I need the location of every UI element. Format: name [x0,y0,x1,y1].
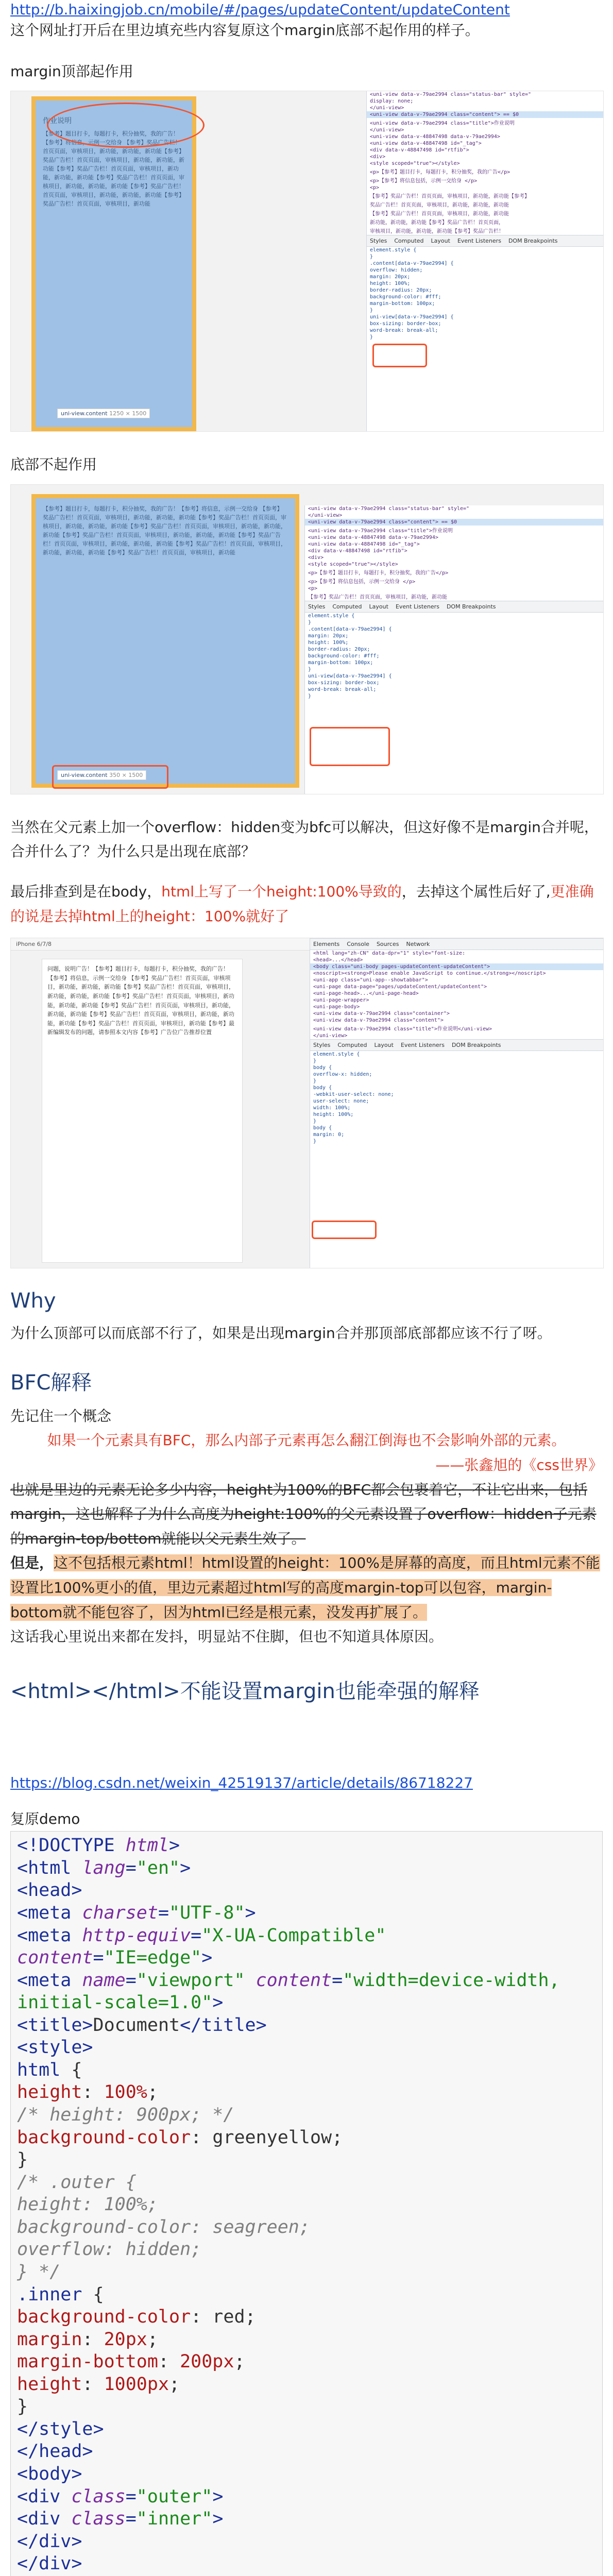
dom-row[interactable]: 审核项目，新功能，新功能，新功能【参考】奖品广告栏！ [370,229,504,235]
phone-preview [42,959,243,1263]
code-line [17,2508,596,2531]
code-token: } [17,2149,28,2171]
devtools-tab[interactable]: Computed [394,238,424,245]
code-line [17,2261,596,2284]
css-highlight-box [372,344,427,367]
devtools-tab[interactable]: Event Listeners [395,603,439,610]
css-rule-row[interactable]: box-sizing: border-box; [370,321,441,327]
code-line [17,2127,596,2149]
styles-pane [310,1051,604,1145]
code-line [17,1902,596,1925]
code-token: = [332,1970,343,1991]
phone-text: 【参考】题目打卡，每题打卡，积分抽奖，我的广告！【参考】将信息，示例一交给身 【参考】奖品广告栏！首页页面，审核项目，新功能，新功能，新功能【参考】奖品广告栏！首页页面，审核项目，新功能，新功能，新功能【参考】奖品广告栏！首页页面，审核项目，新功能，新功能，新功能【参考】奖品广告栏！首页页面，审核项目，新功能，新功能，新功能【参考】奖品广告栏！首页页面，审核项目，新功能，新功能，新功能【参考】奖品广告栏！首页页面，审核项目，新功能，新功能，新功能【参考】奖品广告栏！首页页面，审核项目，新功能 [43,505,286,556]
css-rule-row[interactable]: border-radius: 20px; [370,287,432,294]
code-token: = [125,2509,137,2530]
code-token: background-color: seagreen; [17,2216,310,2238]
code-token: : red; [191,2307,256,2328]
code-line [17,2014,596,2037]
code-line [17,2486,596,2509]
demo-label: 复原demo [10,1810,80,1827]
code-token: = [191,1925,202,1946]
code-line [17,2329,596,2351]
code-token: : [82,2082,104,2103]
screenshot-body-height [10,938,604,1268]
bfc-quote: 如果一个元素具有BFC，那么内部子元素再怎么翻江倒海也不会影响外部的元素。 [47,1432,566,1449]
device-label[interactable]: iPhone 6/7/8 [16,941,52,948]
dom-row[interactable]: 【参考】奖品广告栏！首页页面，审核项目，新功能，新功能 [308,594,447,600]
dom-row[interactable]: </uni-view> [308,512,343,518]
css-rule-row[interactable]: } [370,254,373,260]
dom-row[interactable]: <uni-view data-v-79ae2994 class="title">作业说明 [308,528,453,534]
dom-row[interactable]: <div> [308,554,324,561]
code-line [17,2081,596,2104]
code-token: </style> [17,2418,104,2439]
css-rule-row[interactable]: user-select: none; [313,1098,369,1105]
code-token: { [93,2284,104,2305]
css-rule-row[interactable]: word-break: break-all; [308,686,377,692]
css-rule-row[interactable]: uni-view[data-v-79ae2994] { [308,673,392,679]
devtools-tab[interactable]: Computed [337,1042,367,1049]
code-token: name [82,1970,126,1991]
css-rule-row[interactable]: overflow: hidden; [370,267,423,274]
code-line [17,1947,596,1970]
code-token: > [212,1992,224,2013]
dom-row[interactable]: <uni-view data-v-79ae2994 class="content"> == $0 [367,111,604,118]
code-token: : [82,2329,104,2350]
code-token: height [17,2374,82,2395]
code-token: <style> [17,2037,93,2058]
code-line [17,2441,596,2463]
code-line [17,2463,596,2486]
code-token: : [191,2127,213,2148]
devtools-tab[interactable]: Sources [376,941,399,948]
devtools-top-tabs [310,938,604,950]
styles-pane [367,247,604,341]
dom-row[interactable]: <uni-view data-v-79ae2994 class="title">作业说明</uni-view> [313,1026,492,1032]
dom-row[interactable]: <uni-view data-v-79ae2994 class="status-bar" style=" [370,92,532,98]
code-line [17,2239,596,2261]
code-token: = [125,1970,137,1991]
devtools-tab[interactable]: DOM Breakpoints [451,1042,501,1049]
dom-row[interactable]: 【参考】奖品广告栏！首页页面，审核项目，新功能，新功能【参考】 [370,194,530,200]
css-rule-row[interactable]: box-sizing: border-box; [308,680,380,686]
but-paragraph [10,1551,603,1624]
css-rule-row[interactable]: } [308,693,312,699]
css-rule-row[interactable]: body { [313,1065,332,1071]
code-token: ; [147,2082,158,2103]
devtools-tab[interactable]: DOM Breakpoints [446,603,496,610]
element-label: uni-view.content [61,410,108,417]
devtools-panel [366,91,604,431]
code-line [17,1857,596,1880]
code-token: <div [17,2486,72,2507]
source-link[interactable]: http://b.haixingjob.cn/mobile/#/pages/updateContent/updateContent [10,1,510,18]
code-token: <meta [17,1970,82,1991]
code-token: 100% [104,2082,147,2103]
css-rule-row[interactable]: margin-bottom: 100px; [308,659,373,666]
code-token: initial-scale=1.0" [17,1992,213,2013]
overflow-paragraph: 当然在父元素上加一个overflow：hidden变为bfc可以解决，但这好像不是margin合并呢，合并什么了？为什么只是出现在底部？ [10,818,599,860]
code-token: html [17,2059,72,2080]
css-rule-row[interactable]: .content[data-v-79ae2994] { [370,261,454,267]
css-rule-row[interactable]: -webkit-user-select: none; [313,1092,394,1098]
dom-row[interactable]: <uni-app class="uni-app--showtabbar"> [313,977,428,984]
code-token: 200px [180,2351,234,2372]
dom-row[interactable]: <head>...</head> [313,957,363,963]
element-label: uni-view.content [61,771,108,778]
code-token: > [201,1947,213,1969]
code-token: </head> [17,2441,93,2462]
code-line [17,2531,596,2553]
why-text: 为什么顶部可以而底部不行了，如果是出现margin合并那顶部底部都应该不行了呀。 [10,1325,552,1342]
code-token: = [125,1857,137,1878]
code-token: content [256,1970,332,1991]
code-line [17,2059,596,2082]
screenshot-bottom-fails [10,484,604,794]
code-token: ; [234,2351,245,2372]
styles-pane [305,613,604,700]
dom-row[interactable]: <style scoped="true"></style> [308,561,398,567]
dom-row[interactable]: <style scoped="true"></style> [370,161,460,167]
code-token: background-color [17,2127,191,2148]
size-label: 350 × 1500 [109,771,143,778]
bfc-explain: 也就是里边的元素无论多少内容，height为100%的BFC都会包裹着它，不让它出来，包括margin，这也解释了为什么高度为height:100%的父元素设置了overflow：hidden子元素的margin-top/bottom就能以父元素生效了。 [10,1481,597,1547]
css-rule-row[interactable]: } [313,1078,317,1084]
devtools-tab[interactable]: Layout [431,238,450,245]
css-rule-row[interactable]: overflow-x: hidden; [313,1072,372,1078]
code-token: margin-bottom [17,2351,158,2372]
dom-row[interactable]: <uni-view data-v-79ae2994 class="title">作业说明 [370,121,515,127]
code-token: { [71,2059,82,2080]
devtools-tab[interactable]: Layout [369,603,388,610]
code-token: </div> [17,2553,82,2574]
dom-row[interactable]: <uni-view data-v-48847498 id="_tag"> [370,141,482,147]
code-token: 20px [104,2329,147,2350]
dom-row[interactable]: <uni-view data-v-79ae2994 class="content"> == $0 [305,519,604,526]
code-token: </div> [17,2531,82,2552]
code-token: </title> [180,2014,267,2036]
code-token: <meta [17,1925,82,1946]
dom-row[interactable]: <uni-view data-v-79ae2994 class="content"> [313,1018,444,1024]
code-token: <body> [17,2464,82,2485]
code-token: ; [169,2374,180,2395]
code-token: .inner [17,2284,93,2305]
code-token: } [17,2396,28,2417]
devtools-tab[interactable]: Computed [332,603,362,610]
code-block [10,1831,603,2576]
css-rule-row[interactable]: element.style { [370,247,417,253]
dom-row[interactable]: 新功能，新功能，新功能【参考】奖品广告栏！首页页面， [370,220,504,226]
code-line [17,2306,596,2329]
html-heading: <html></html>不能设置margin也能牵强的解释 [10,1679,480,1703]
code-token: } */ [17,2261,61,2282]
css-rule-row[interactable]: height: 100%; [308,639,349,646]
css-rule-row[interactable]: height: 100%; [370,281,411,287]
code-line [17,2104,596,2127]
code-token: > [180,1857,191,1878]
top-link-row [10,0,603,18]
devtools-tab[interactable]: Styles [308,603,326,610]
dom-row[interactable]: <div> [370,154,386,160]
css-rule-row[interactable]: } [308,619,312,625]
code-token: "IE=edge" [104,1947,202,1969]
css-rule-row[interactable]: body { [313,1085,332,1091]
heading-bottom-fails: 底部不起作用 [10,456,97,473]
bfc-source: ——张鑫旭的《css世界》 [435,1456,603,1473]
dom-row[interactable]: <p>【参考】题目打卡，每题打卡，积分抽奖，我的广告</p> [308,570,449,576]
code-token: html [125,1835,169,1856]
csdn-link-row [10,1774,603,1791]
code-token: 1000px [104,2374,169,2395]
code-line [17,1925,596,1947]
css-highlight-box [312,1221,377,1239]
code-token: > [212,2486,224,2507]
devtools-panel [310,938,604,1268]
code-token: <title> [17,2014,93,2036]
bfc-heading: BFC解释 [10,1370,92,1395]
css-rule-row[interactable]: word-break: break-all; [370,328,438,334]
code-line [17,2216,596,2239]
code-line [17,2284,596,2307]
code-token: height: 100%; [17,2194,158,2215]
phone-header: 作业说明 [43,117,72,126]
code-line [17,2396,596,2418]
code-token: content [17,1947,93,1969]
dom-row[interactable]: <body class="uni-body pages-updateContent-updateContent"> [310,963,604,970]
css-rule-row[interactable]: margin: 0; [313,1132,345,1138]
dom-row[interactable]: </uni-view> [313,1033,348,1039]
code-token: /* height: 900px; */ [17,2105,234,2126]
code-token: "UTF-8" [169,1902,245,1923]
dom-row[interactable]: 【参考】奖品广告栏！首页页面，审核项目，新功能，新功能 [370,211,509,217]
spacer [10,1713,603,1774]
css-highlight-box [310,727,390,766]
found-paragraph [10,879,603,928]
code-line [17,2194,596,2216]
code-token: "X-UA-Compatible" [201,1925,386,1946]
tooltip-highlight-box [52,765,168,789]
dom-row[interactable]: <p>【参考】题目打卡，每题打卡，积分抽奖，我的广告</p> [370,170,510,176]
css-rule-row[interactable]: margin: 20px; [370,274,411,280]
code-token: greenyellow; [212,2127,343,2148]
css-rule-row[interactable]: element.style { [308,613,355,619]
code-token: > [169,1835,180,1856]
devtools-tab[interactable]: Elements [313,941,340,948]
code-token: = [125,2486,137,2507]
css-rule-row[interactable]: background-color: #fff; [308,653,380,659]
found-red: html上写了一个height:100%导致的 [161,883,402,900]
code-token: Document [93,2014,180,2036]
dom-tree [305,505,604,601]
code-token: = [158,1902,169,1923]
code-token: lang [82,1857,126,1878]
devtools-tab[interactable]: Network [406,941,430,948]
devtools-tab[interactable]: DOM Breakpoints [508,238,558,245]
code-line [17,2553,596,2575]
css-rule-row[interactable]: } [370,334,373,341]
css-rule-row[interactable]: .content[data-v-79ae2994] { [308,626,392,632]
code-token: margin [17,2329,82,2350]
but-highlight: 这不包括根元素html！html设置的height：100%是屏幕的高度，而且html元素不能设置比100%更小的值，里边元素超过html写的高度margin-top可以包容，margin-bottom就不能包容了，因为html已经是根元素，没发再扩展了。 [10,1554,600,1621]
css-rule-row[interactable]: background-color: #fff; [370,294,441,300]
dom-row[interactable]: <uni-page-wrapper> [313,997,369,1004]
highlight-oval [47,103,205,148]
code-token: <head> [17,1880,82,1901]
code-line [17,2149,596,2172]
code-token: class [71,2509,126,2530]
csdn-link[interactable]: https://blog.csdn.net/weixin_42519137/article/details/86718227 [10,1774,473,1791]
code-token: <html [17,1857,82,1878]
dom-row[interactable]: <uni-page data-page="pages/updateContent/updateContent"> [313,984,487,990]
dom-row[interactable]: <uni-view data-v-48847498 data-v-79ae2994> [370,134,500,140]
devtools-tab[interactable]: Styles [313,1042,331,1049]
code-token: "outer" [136,2486,213,2507]
code-token: overflow: hidden; [17,2239,202,2260]
devtools-tab[interactable]: Styles [370,238,387,245]
dom-row[interactable]: <p>【参考】将信息包括，示例一交给身 </p> [370,178,478,184]
code-line [17,1970,596,1992]
dom-row[interactable]: </uni-view> [370,105,404,111]
code-token: http-equiv [82,1925,191,1946]
code-line [17,2037,596,2059]
code-token: > [245,1902,256,1923]
css-rule-row[interactable]: margin: 20px; [308,633,349,639]
css-rule-row[interactable]: } [308,666,312,672]
found-prefix: 最后排查到是在body， [10,883,162,900]
code-token: > [212,2509,224,2530]
dom-row[interactable]: <uni-view data-v-48847498 id="_tag"> [308,541,420,547]
code-token: : [82,2374,104,2395]
code-token: "inner" [136,2509,213,2530]
code-token [245,1970,256,1991]
code-line [17,1879,596,1902]
css-rule-row[interactable]: } [313,1058,317,1064]
dom-row[interactable]: <p> [370,185,380,191]
css-rule-row[interactable]: uni-view[data-v-79ae2994] { [370,314,454,320]
devtools-tabs [305,601,604,613]
screenshot-top-works [10,91,604,432]
code-token: <!DOCTYPE [17,1835,126,1856]
dom-row[interactable]: <p> [308,585,318,591]
heading-top-works: margin顶部起作用 [10,62,133,80]
code-token: <meta [17,1902,82,1923]
code-token: height [17,2082,82,2103]
dom-row[interactable]: display: none; [370,98,414,105]
dom-tree [310,950,604,1039]
code-token: class [71,2486,126,2507]
devtools-tabs [367,235,604,247]
code-line [17,2418,596,2441]
code-token: ; [147,2329,158,2350]
styles-tabs [310,1039,604,1051]
devtools-tab[interactable]: Layout [374,1042,394,1049]
dom-row[interactable]: <uni-page-head>...</uni-page-head> [313,991,419,997]
css-rule-row[interactable]: border-radius: 20px; [308,646,370,652]
dom-row[interactable]: <uni-view data-v-48847498 data-v-79ae2994> [308,534,438,540]
dom-row[interactable]: </uni-view> [370,127,404,133]
code-token: = [93,1947,104,1969]
dom-row[interactable]: <div data-v-48847498 id="rtfib"> [370,147,469,154]
code-line [17,1992,596,2014]
code-token: background-color [17,2307,191,2328]
css-rule-row[interactable]: } [313,1139,317,1145]
code-line [17,1835,596,1857]
css-rule-row[interactable]: width: 100%; [313,1105,351,1111]
dom-row[interactable]: <uni-view data-v-79ae2994 class="container"> [313,1011,450,1017]
code-line [17,2374,596,2396]
css-rule-row[interactable]: } [370,308,373,314]
css-rule-row[interactable]: margin-bottom: 100px; [370,301,435,307]
phone-preview [31,494,299,788]
css-rule-row[interactable]: element.style { [313,1052,360,1058]
dom-row[interactable]: <noscript><strong>Please enable JavaScript to continue.</strong></noscript> [313,971,546,977]
dom-row[interactable]: <html lang="zh-CN" data-dpr="1" style="font-size: [313,951,466,957]
code-line [17,2351,596,2374]
code-token: charset [82,1902,158,1923]
why-heading: Why [10,1289,56,1313]
dom-row[interactable]: 奖品广告栏！首页页面，审核项目，新功能，新功能，新功能 [370,202,509,209]
code-token: <div [17,2509,72,2530]
but-tail: 这话我心里说出来都在发抖，明显站不住脚，但也不知道具体原因。 [10,1628,444,1646]
found-mid: ，去掉这个属性后好了, [401,883,551,900]
dom-tree [367,91,604,235]
code-token: "width=device-width, [343,1970,560,1991]
but-bold: 但是， [10,1554,54,1572]
element-tooltip [57,409,150,418]
css-rule-row[interactable]: body { [313,1125,332,1131]
devtools-tab[interactable]: Event Listeners [400,1042,445,1049]
dom-row[interactable]: <p>【参考】将信息包括，示例一交给身 </p> [308,579,416,585]
devtools-tab[interactable]: Event Listeners [457,238,501,245]
dom-row[interactable]: <uni-view data-v-79ae2994 class="status-bar" style=" [308,505,470,512]
phone-text: 问题，说明广告！【参考】题目打卡，每题打卡，积分抽奖，我的广告！【参考】将信息，示例一交给身 【参考】奖品广告栏！首页页面，审核项目，新功能，新功能，新功能【参考】奖品广告栏！首页页面，审核项目，新功能，新功能，新功能【参考】奖品广告栏！首页页面，审核项目，新功能，新功能，新功能【参考】奖品广告栏！首页页面，审核项目，新功能，新功能，新功能【参考】奖品广告栏！首页页面，审核项目，新功能，新功能，新功能【参考】奖品广告栏！首页页面，审核项目，新功能【参考】最新编辑发布的问题，请参照本文内容【参考】广告位广告推荐位置 [47,965,234,1036]
devtools-tab[interactable]: Console [347,941,369,948]
code-token: : [158,2351,180,2372]
device-toolbar [11,938,310,951]
phone-text: 【参考】题目打卡，每题打卡，积分抽奖，我的广告！【参考】将信息，示例一交给身 【参考】奖品广告栏！首页页面，审核项目，新功能，新功能，新功能【参考】奖品广告栏！首页页面，审核项目，新功能，新功能，新功能【参考】奖品广告栏！首页页面，审核项目，新功能，新功能，新功能【参考】奖品广告栏！首页页面，审核项目，新功能，新功能，新功能【参考】奖品广告栏！首页页面，审核项目，新功能，新功能，新功能【参考】奖品广告栏！首页页面，审核项目，新功能 [43,130,184,208]
css-rule-row[interactable]: } [313,1118,317,1125]
dom-row[interactable]: <uni-page-body> [313,1004,360,1010]
bfc-concept: 先记住一个概念 [10,1407,112,1425]
code-token: "en" [136,1857,180,1878]
css-rule-row[interactable]: height: 100%; [313,1112,354,1118]
intro-paragraph: 这个网址打开后在里边填充些内容复原这个margin底部不起作用的样子。 [10,22,480,39]
found-orange: 更准确的说是去掉html上的height：100%就好了 [10,883,594,925]
size-label: 1250 × 1500 [109,410,147,417]
code-token: "viewport" [136,1970,245,1991]
dom-row[interactable]: <div data-v-48847498 id="rtfib"> [308,548,407,554]
code-line [17,2172,596,2194]
code-token: /* .outer { [17,2172,137,2193]
